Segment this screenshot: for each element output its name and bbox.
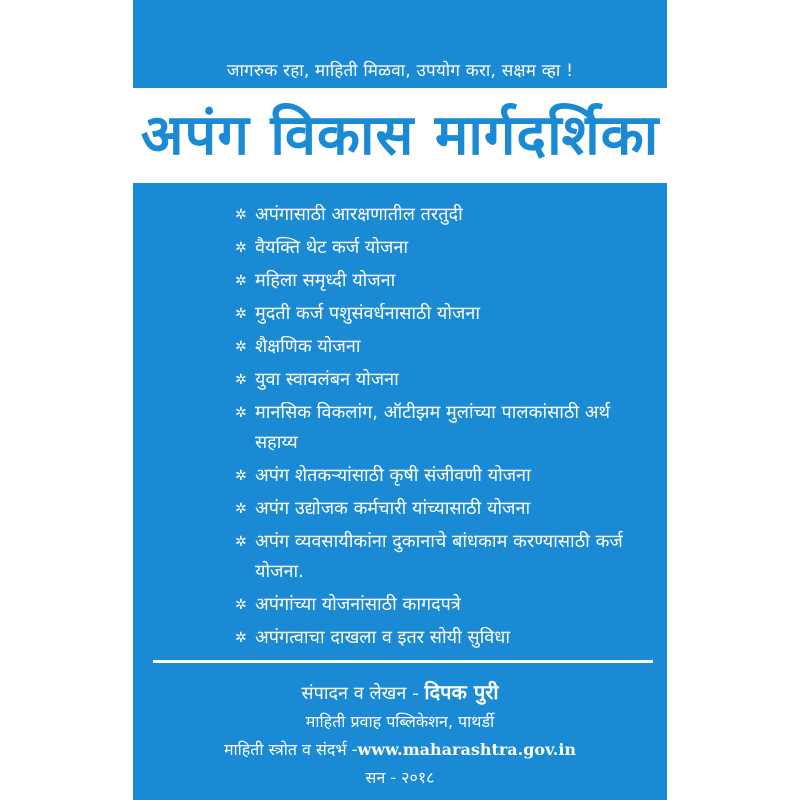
- asterisk-bullet-icon: ✲: [235, 207, 247, 223]
- asterisk-bullet-icon: ✲: [235, 306, 247, 322]
- asterisk-bullet-icon: ✲: [235, 501, 247, 517]
- list-item: [235, 200, 655, 230]
- list-item: [235, 266, 655, 296]
- list-item-text: मानसिक विकलांग, ऑटीझम मुलांच्या पालकांसाठी अर्थ सहाय्य: [255, 402, 611, 453]
- edited-by-label: संपादन व लेखन -: [301, 683, 419, 704]
- list-item-text: अपंग व्यवसायीकांना दुकानाचे बांधकाम करण्यासाठी कर्ज योजना.: [255, 531, 623, 582]
- asterisk-bullet-icon: ✲: [235, 630, 247, 646]
- list-item-text: अपंग उद्योजक कर्मचारी यांच्यासाठी योजना: [255, 498, 531, 519]
- asterisk-bullet-icon: ✲: [235, 597, 247, 613]
- scheme-list: [235, 200, 655, 656]
- asterisk-bullet-icon: ✲: [235, 273, 247, 289]
- list-item-text: मुदती कर्ज पशुसंवर्धनासाठी योजना: [255, 303, 481, 324]
- list-item: [235, 398, 655, 458]
- list-item-text: अपंगासाठी आरक्षणातील तरतुदी: [255, 204, 463, 225]
- title-band: [133, 88, 667, 183]
- list-item-text: वैयक्ति थेट कर्ज योजना: [255, 237, 409, 258]
- list-item-text: अपंगांच्या योजनांसाठी कागदपत्रे: [255, 594, 461, 615]
- list-item: [235, 233, 655, 263]
- book-cover: [133, 0, 667, 800]
- list-item-text: महिला समृध्दी योजना: [255, 270, 396, 291]
- list-item: [235, 494, 655, 524]
- asterisk-bullet-icon: ✲: [235, 468, 247, 484]
- asterisk-bullet-icon: ✲: [235, 372, 247, 388]
- asterisk-bullet-icon: ✲: [235, 405, 247, 421]
- editor-line: [133, 678, 667, 708]
- list-item-text: युवा स्वावलंबन योजना: [255, 369, 399, 390]
- list-item: [235, 527, 655, 587]
- asterisk-bullet-icon: ✲: [235, 240, 247, 256]
- source-line: [133, 736, 667, 764]
- divider: [153, 660, 653, 663]
- source-url: www.maharashtra.gov.in: [357, 740, 577, 759]
- publisher: माहिती प्रवाह पब्लिकेशन, पाथर्डी: [305, 712, 495, 731]
- list-item: [235, 365, 655, 395]
- list-item: [235, 299, 655, 329]
- list-item: [235, 461, 655, 491]
- asterisk-bullet-icon: ✲: [235, 339, 247, 355]
- publication-year: सन - २०१८: [365, 768, 435, 787]
- list-item-text: अपंगत्वाचा दाखला व इतर सोयी सुविधा: [255, 627, 511, 648]
- asterisk-bullet-icon: ✲: [235, 534, 247, 550]
- list-item: [235, 623, 655, 653]
- source-label: माहिती स्त्रोत व संदर्भ -: [223, 740, 358, 759]
- list-item: [235, 590, 655, 620]
- list-item-text: शैक्षणिक योजना: [255, 336, 361, 357]
- list-item-text: अपंग शेतकऱ्यांसाठी कृषी संजीवणी योजना: [255, 465, 531, 486]
- tagline: जागरुक रहा, माहिती मिळवा, उपयोग करा, सक्षम व्हा !: [226, 61, 574, 81]
- list-item: [235, 332, 655, 362]
- cover-title: अपंग विकास मार्गदर्शिका: [140, 103, 660, 168]
- editor-name: दिपक पुरी: [424, 680, 499, 704]
- credits: [133, 678, 667, 792]
